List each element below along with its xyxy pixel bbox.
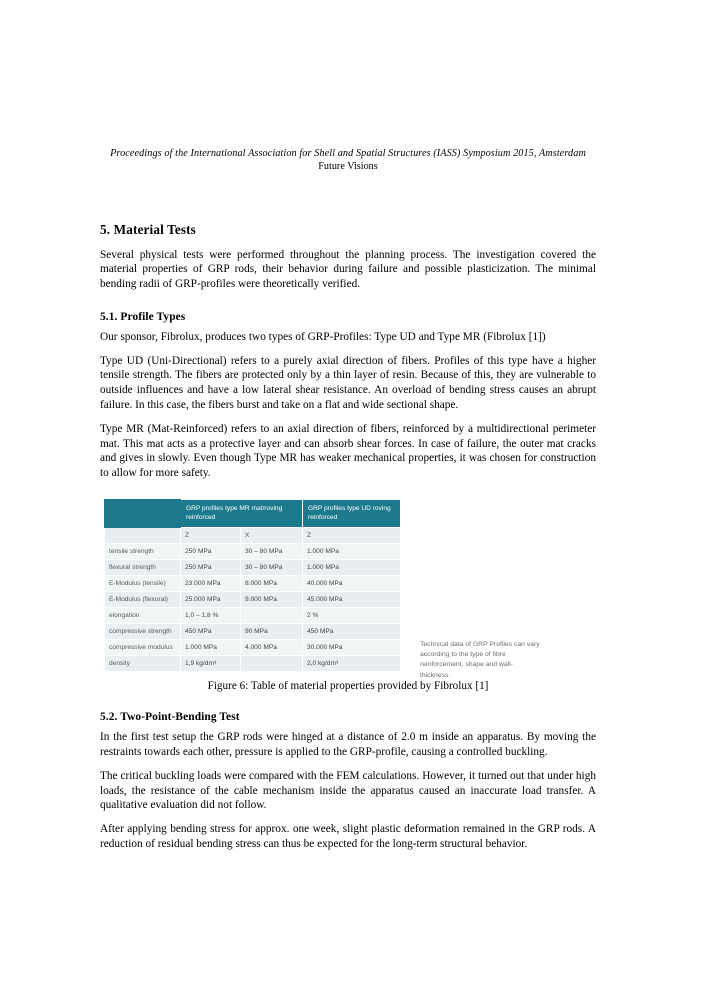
table-axis-blank: [105, 528, 181, 544]
row-label: compressive strength: [105, 624, 181, 640]
cell-ud-z: 40.000 MPa: [303, 576, 401, 592]
paragraph-bending-test-2: The critical buckling loads were compared with the FEM calculations. However, it turned out that under high loads, the resistance of the cable mechanism inside the apparatus caused an inaccurate load transfer. A qualitative evaluation did not follow.: [100, 769, 596, 812]
cell-mr-z: 250 MPa: [181, 544, 241, 560]
cell-mr-x: 30 – 80 MPa: [241, 560, 303, 576]
cell-mr-z: 1,9 kg/dm³: [181, 656, 241, 672]
cell-mr-z: 23.000 MPa: [181, 576, 241, 592]
table-row: [105, 608, 401, 624]
cell-mr-x: [241, 608, 303, 624]
paragraph-profile-types-1: Our sponsor, Fibrolux, produces two types of GRP-Profiles: Type UD and Type MR (Fibrolux [1]): [100, 330, 546, 343]
table-axis-mr-x: X: [241, 528, 303, 544]
row-label: flexural strength: [105, 560, 181, 576]
cell-ud-z: 1.000 MPa: [303, 544, 401, 560]
cell-mr-z: 25.000 MPa: [181, 592, 241, 608]
cell-mr-z: 1.000 MPa: [181, 640, 241, 656]
cell-ud-z: 45.000 MPa: [303, 592, 401, 608]
figure-6: [100, 499, 596, 692]
cell-ud-z: 450 MPa: [303, 624, 401, 640]
row-label: density: [105, 656, 181, 672]
table-row: [105, 656, 401, 672]
subsection-heading-profile-types: 5.1. Profile Types: [100, 310, 186, 323]
row-label: compressive modulus: [105, 640, 181, 656]
section-heading-material-tests: 5. Material Tests: [100, 221, 196, 237]
table-row: [105, 624, 401, 640]
paragraph-bending-test-3: After applying bending stress for approx. one week, slight plastic deformation remained in the GRP rods. A reduction of residual bending stress can thus be expected for the long-term structural behavior.: [100, 823, 596, 850]
table-row: [105, 592, 401, 608]
table-axis-mr-z: Z: [181, 528, 241, 544]
running-head-line-2: Future Visions: [318, 160, 378, 172]
paragraph-profile-types-3: Type MR (Mat-Reinforced) refers to an axial direction of fibers, reinforced by a multidirectional perimeter mat. This mat acts as a protective layer and can absorb shear forces. In case of failure, the outer mat cracks and gives in slowly. Even though Type MR has weaker mechanical properties, it was chosen for construction to allow for more safety.: [100, 422, 596, 480]
table-group-header-ud: GRP profiles type UD roving reinforced: [303, 500, 401, 528]
cell-mr-z: 250 MPa: [181, 560, 241, 576]
cell-mr-x: 9.000 MPa: [241, 592, 303, 608]
row-label: tensile strength: [105, 544, 181, 560]
figure-note: Technical data of GRP Profiles can vary according to the type of fibre reinforcement, shape and wall-thickness.: [420, 641, 540, 679]
figure-caption: Figure 6: Table of material properties provided by Fibrolux [1]: [207, 680, 489, 693]
row-label: elongation: [105, 608, 181, 624]
row-label: E-Modulus (flexural): [105, 592, 181, 608]
cell-ud-z: 30.000 MPa: [303, 640, 401, 656]
running-header: [100, 148, 596, 174]
paragraph-profile-types-2: Type UD (Uni-Directional) refers to a purely axial direction of fibers. Profiles of this type have a higher tensile strength. The fibers are protected only by a thin layer of resin. Because of this, they are vulnerable to outside influences and have a low lateral shear resistance. An overload of bending stress causes an abrupt failure. In this case, the fibers burst and take on a flat and wide sectional shape.: [100, 354, 596, 412]
table-axis-ud-z: Z: [303, 528, 401, 544]
table-row: [105, 640, 401, 656]
table-row: [105, 544, 401, 560]
table-row: [105, 560, 401, 576]
cell-mr-x: 4.000 MPa: [241, 640, 303, 656]
table-corner-cell: [105, 500, 181, 528]
paragraph-material-tests-intro: Several physical tests were performed throughout the planning process. The investigation covered the material properties of GRP rods, their behavior during failure and possible plasticization. The minimal bending radii of GRP-profiles were theoretically verified.: [100, 248, 596, 291]
cell-mr-x: [241, 656, 303, 672]
table-row: [105, 576, 401, 592]
row-label: E-Modulus (tensile): [105, 576, 181, 592]
subsection-heading-bending-test: 5.2. Two-Point-Bending Test: [100, 711, 240, 724]
paragraph-bending-test-1: In the first test setup the GRP rods were hinged at a distance of 2.0 m inside an apparatus. By moving the restraints towards each other, pressure is applied to the GRP-profile, causing a controlled buckling.: [100, 731, 596, 758]
table-group-header-row: [105, 500, 401, 528]
table-axis-row: [105, 528, 401, 544]
material-properties-table: [104, 499, 401, 672]
table-group-header-mr: GRP profiles type MR mat/roving reinforced: [181, 500, 303, 528]
cell-mr-z: 1,0 – 1,8 %: [181, 608, 241, 624]
cell-ud-z: 1.000 MPa: [303, 560, 401, 576]
cell-ud-z: 2,0 kg/dm³: [303, 656, 401, 672]
cell-mr-x: 8.000 MPa: [241, 576, 303, 592]
running-head-line-1: Proceedings of the International Association for Shell and Spatial Structures (IASS) Symposium 2015, Amsterdam: [110, 148, 586, 159]
cell-mr-x: 90 MPa: [241, 624, 303, 640]
cell-ud-z: 2 %: [303, 608, 401, 624]
cell-mr-z: 450 MPa: [181, 624, 241, 640]
cell-mr-x: 30 – 80 MPa: [241, 544, 303, 560]
